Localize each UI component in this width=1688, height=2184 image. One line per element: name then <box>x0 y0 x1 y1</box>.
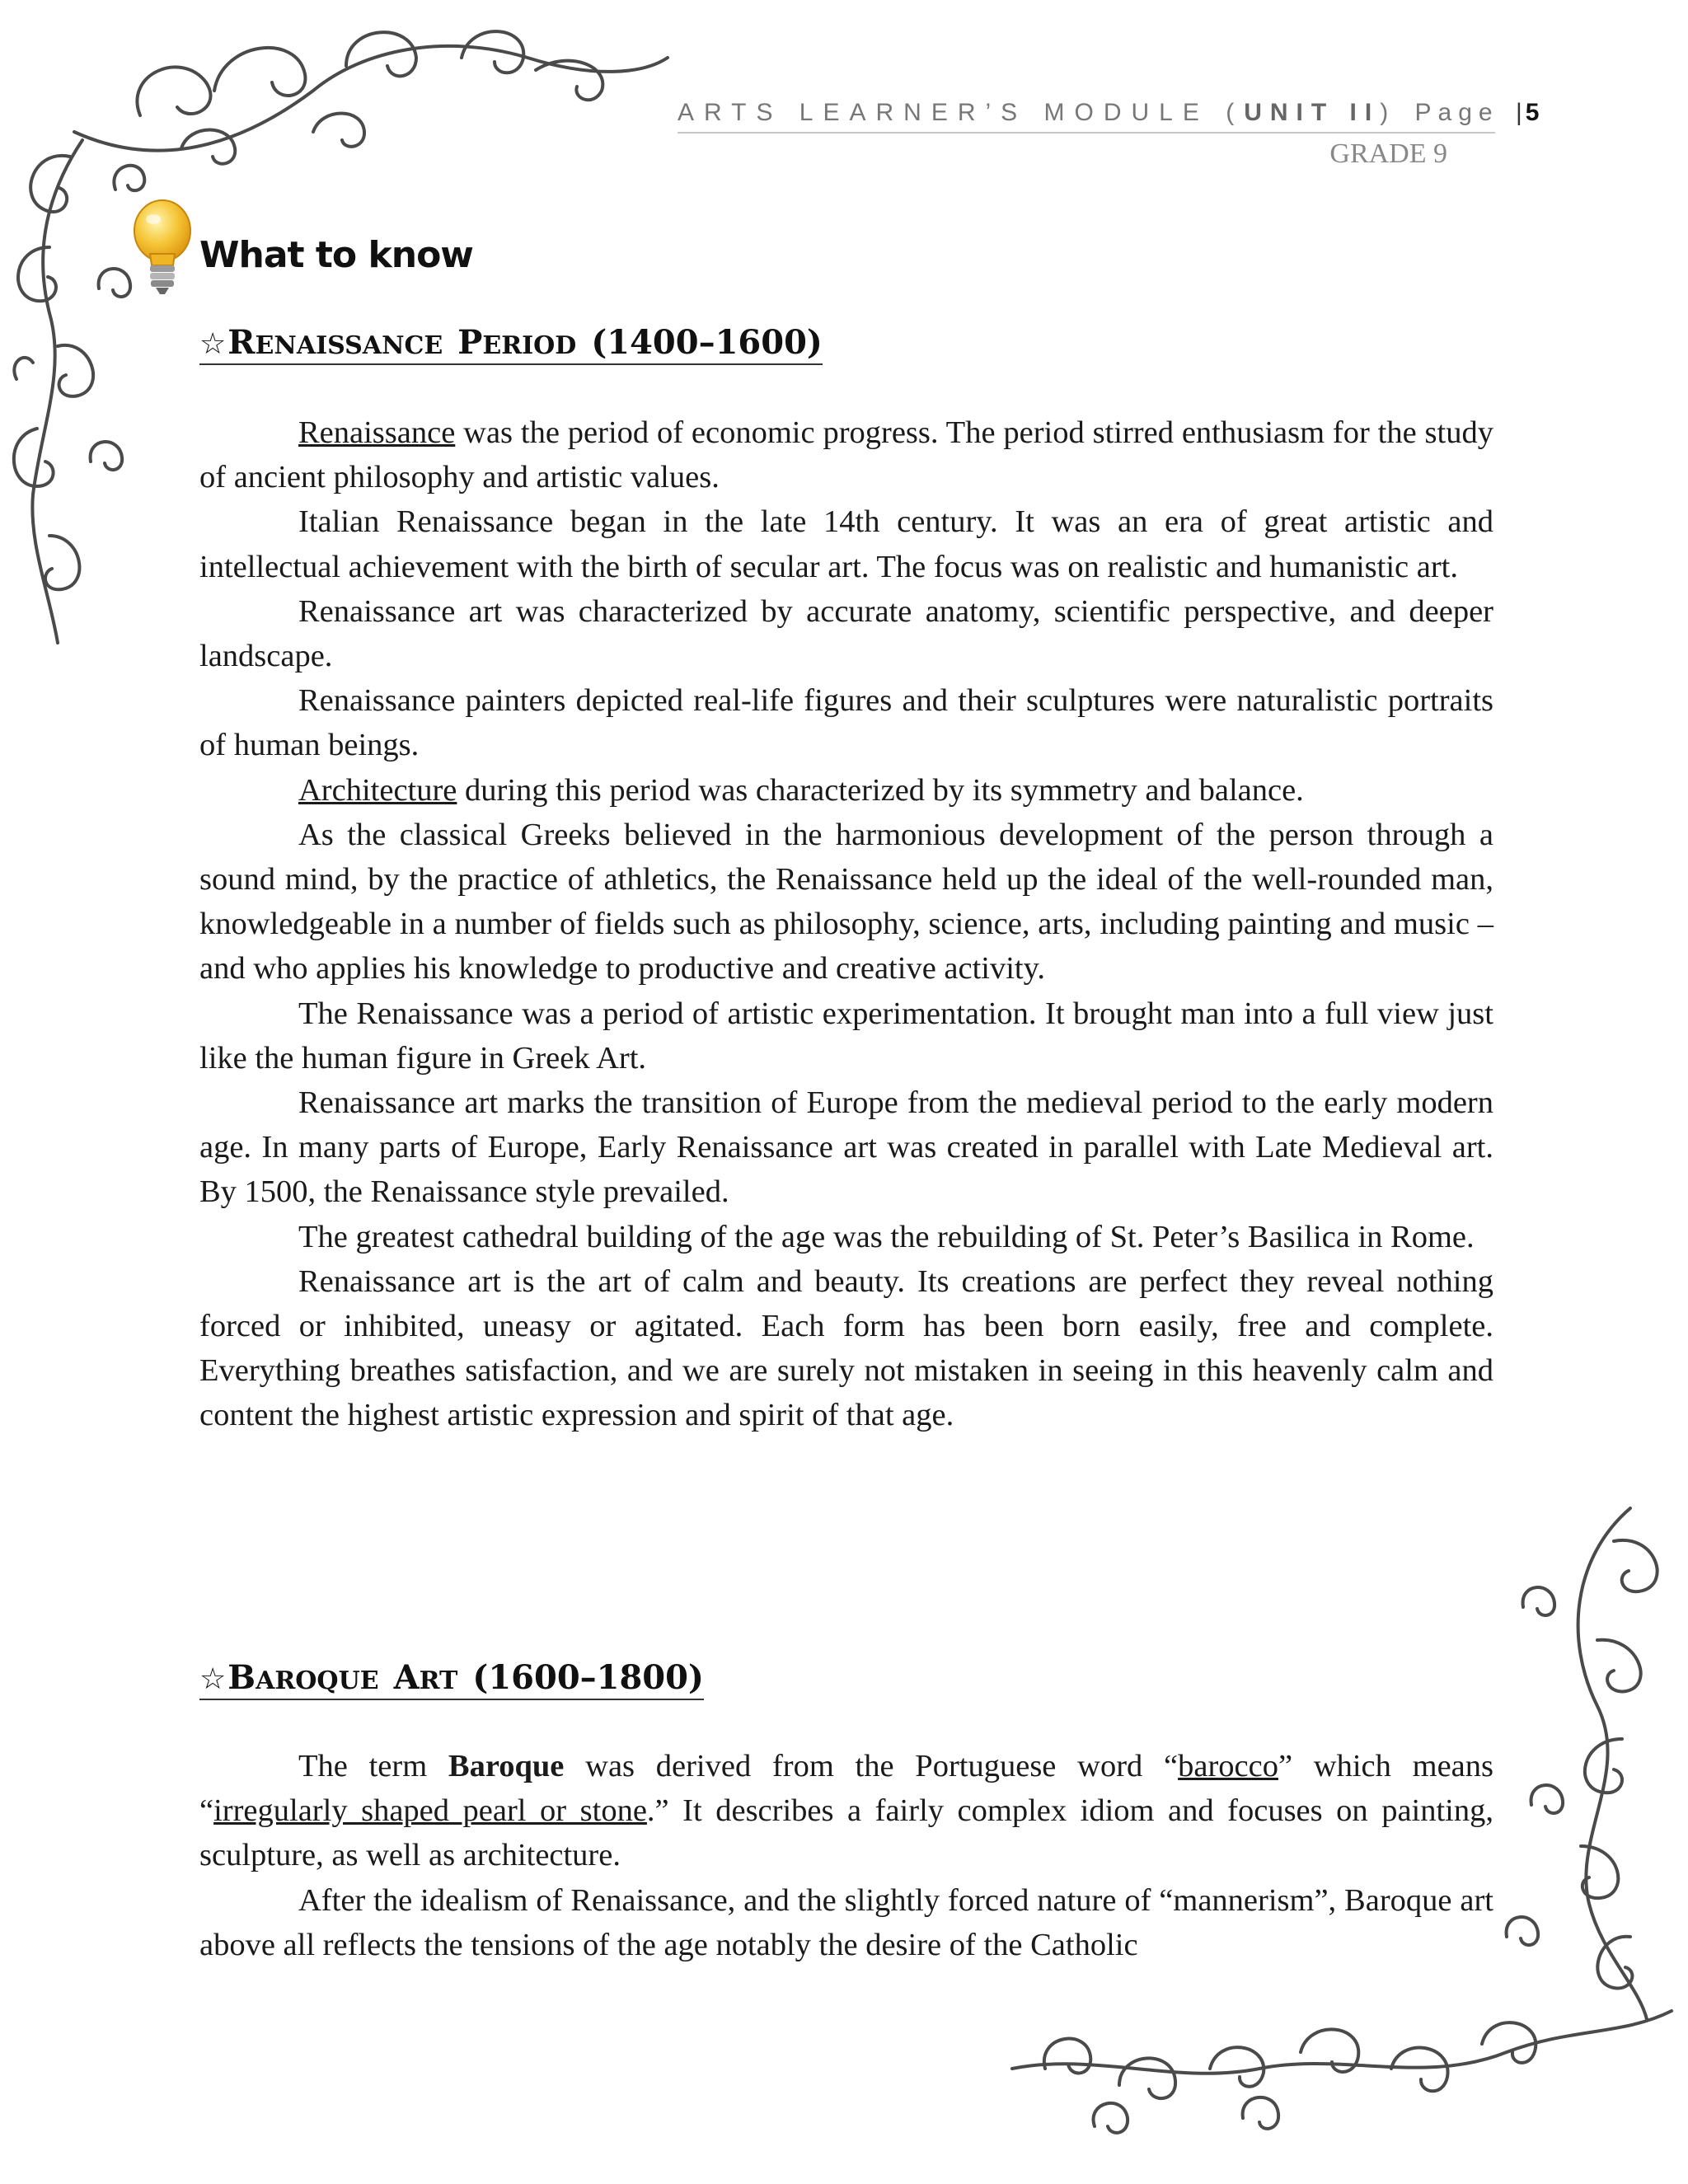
paragraph: As the classical Greeks believed in the harmonious development of the person through a sound mind, by the practice of athletics, the Renaissance held up the ideal of the well-rounded man, knowledgeable in a number of fields such as philosophy, science, arts, including painting and music – and who applies his knowledge to productive and creative activity. <box>199 817 1493 987</box>
unit-close-paren: ) <box>1380 99 1399 126</box>
heading-initial: A <box>393 1658 420 1697</box>
star-outline-icon: ☆ <box>199 1662 227 1696</box>
page-label: Page <box>1414 99 1499 126</box>
paragraph: After the idealism of Renaissance, and the slightly forced nature of “mannerism”, Baroque art above all reflects the tensions of the age notably the desire of the Catholic <box>199 1882 1493 1962</box>
paragraph: The Renaissance was a period of artistic experimentation. It brought man into a full view just like the human figure in Greek Art. <box>199 996 1493 1076</box>
barocco-term: barocco <box>1178 1749 1278 1783</box>
paragraph: The term Baroque was derived from the Portuguese word “barocco” which means “irregularly shaped pearl or stone.” It describes a fairly complex idiom and focuses on painting, sculpture, as well as architecture. <box>199 1749 1494 1873</box>
heading-years: (1600–1800) <box>472 1658 704 1697</box>
baroque-term: Baroque <box>448 1749 565 1783</box>
what-to-know-title: What to know <box>199 234 473 276</box>
renaissance-heading <box>199 323 823 365</box>
star-outline-icon: ☆ <box>199 327 227 361</box>
module-header <box>678 99 1540 134</box>
paragraph: The greatest cathedral building of the age was the rebuilding of St. Peter’s Basilica in Rome. <box>298 1219 1475 1254</box>
page-divider: | <box>1515 99 1522 126</box>
paragraph: Architecture during this period was characterized by its symmetry and balance. <box>298 772 1304 808</box>
page-number: 5 <box>1525 99 1540 126</box>
heading-initial: B <box>227 1658 256 1697</box>
grade-label: GRADE 9 <box>1329 138 1447 169</box>
heading-initial: P <box>457 323 483 362</box>
paragraph: Renaissance art is the art of calm and beauty. Its creations are perfect they reveal nothing forced or inhibited, uneasy or agitated. Each form has been born easily, free and complete. Everything breathes satisfaction, and we are surely not mistaken in seeing in this heavenly calm and content the highest artistic expression and spirit of that age. <box>199 1263 1493 1433</box>
heading-initial: R <box>227 323 256 362</box>
baroque-heading <box>199 1658 704 1700</box>
renaissance-body <box>199 410 1493 1438</box>
renaissance-term: Renaissance <box>298 415 456 450</box>
module-title: ARTS LEARNER’S MODULE ( <box>678 99 1245 126</box>
heading-word: ENAISSANCE <box>255 331 443 360</box>
heading-years: (1400–1600) <box>591 323 823 362</box>
heading-word: AROQUE <box>256 1666 379 1695</box>
heading-word: ERIOD <box>482 331 577 360</box>
paragraph: Italian Renaissance began in the late 14th century. It was an era of great artistic and intellectual achievement with the birth of secular art. The focus was on realistic and humanistic art. <box>199 504 1493 584</box>
architecture-term: Architecture <box>298 772 457 808</box>
baroque-body <box>199 1744 1493 1967</box>
paragraph: Renaissance art was characterized by accurate anatomy, scientific perspective, and deeper landscape. <box>199 593 1493 674</box>
pearl-definition: irregularly shaped pearl or stone <box>213 1793 647 1829</box>
unit-label: UNIT II <box>1244 99 1381 126</box>
paragraph: Renaissance painters depicted real-life figures and their sculptures were naturalistic portraits of human beings. <box>199 683 1493 763</box>
paragraph: Renaissance art marks the transition of Europe from the medieval period to the early modern age. In many parts of Europe, Early Renaissance art was created in parallel with Late Medieval art. By 1500, the Renaissance style prevailed. <box>199 1085 1493 1210</box>
heading-word: RT <box>419 1666 458 1695</box>
paragraph: Renaissance was the period of economic progress. The period stirred enthusiasm for the study of ancient philosophy and artistic values. <box>199 415 1493 495</box>
lightbulb-icon <box>132 198 193 297</box>
